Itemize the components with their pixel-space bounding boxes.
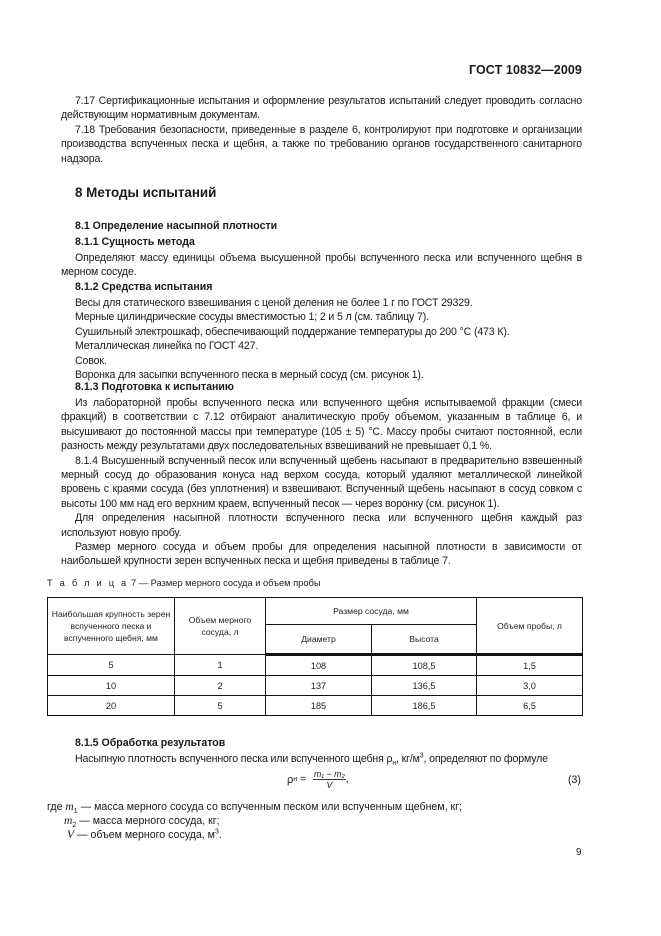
cell-vessel-volume: 5 [175,696,266,716]
cell-sample-volume: 6,5 [477,696,583,716]
paragraph-7-18: 7.18 Требования безопасности, приведенные в разделе 6, контролируют при подготовке и организации производства вспученных песка и щебня, а также по требованию органов государственного санитарного надзора. [61,123,582,165]
table-7 [47,597,583,716]
equipment-list [61,296,582,382]
document-code-header: ГОСТ 10832—2009 [468,63,582,77]
cell-grain-size: 20 [48,696,175,716]
header-height: Высота [372,625,477,655]
paragraph-8-1-1: Определяют массу единицы объема высушенной пробы вспученного песка или вспученного щебня в мерном сосуде. [61,252,582,279]
equipment-item: Металлическая линейка по ГОСТ 427. [75,340,259,353]
formula-lhs: ρ [287,773,294,786]
subsection-8-1-5-text [61,752,582,766]
cell-height: 108,5 [372,655,477,676]
cell-diameter: 137 [266,676,372,696]
subsection-8-1-title: 8.1 Определение насыпной плотности [75,220,278,232]
subsection-8-1-3-text [61,396,582,569]
cell-vessel-volume: 2 [175,676,266,696]
page-number: 9 [576,847,582,858]
equation-number: (3) [568,774,581,786]
table-7-caption [47,578,321,588]
formula-numerator: m₁ − m₂ [313,769,345,779]
header-diameter: Диаметр [266,625,372,655]
equipment-item: Мерные цилиндрические сосуды вместимостью 1; 2 и 5 л (см. таблицу 7). [75,311,429,324]
header-vessel-volume: Объем мерного сосуда, л [175,598,266,655]
paragraph-8-1-3: Из лабораторной пробы вспученного песка или вспученного щебня испытываемой фракции (смеси фракций) в соответствии с 7.12 отбирают аналитическую пробу объемом, указанным в таблице 6, и высушивают до постоянной массы при температуре (105 ± 5) °С. Массу пробы считают постоянной, если разность между результатами двух последовательных взвешиваний не превышает 0,1 %. [61,397,582,453]
subsection-8-1-2-title: 8.1.2 Средства испытания [75,281,213,293]
bulk-density-formula: ρ н = $\frac{\text{m₁ − m₂}}{V}$ , [287,769,349,790]
header-vessel-size: Размер сосуда, мм [266,598,477,625]
table-caption-prefix: Т а б л и ц а [47,578,129,588]
paragraph-8-1-4-table-ref: Размер мерного сосуда и объем пробы для определения насыпной плотности в зависимости от наибольшей крупности зерен вспученных песка и щебня приведены в таблице 7. [61,541,582,568]
cell-sample-volume: 1,5 [477,655,583,676]
cell-height: 186,5 [372,696,477,716]
equipment-item: Воронка для засыпки вспученного песка в мерный сосуд (см. рисунок 1). [75,369,424,382]
formula-fraction [313,769,346,790]
legend-m1: где $m_1$ — масса мерного сосуда со вспученным песком или вспученным щебнем, кг; [47,801,462,816]
equipment-item: Весы для статического взвешивания с ценой деления не более 1 г по ГОСТ 29329. [75,297,473,309]
cell-sample-volume: 3,0 [477,676,583,696]
cell-grain-size: 10 [48,676,175,696]
cell-height: 136,5 [372,676,477,696]
formula-denominator: V [326,780,333,790]
cell-vessel-volume: 1 [175,655,266,676]
equipment-item: Совок. [75,354,107,367]
table-row [48,676,583,696]
equipment-item: Сушильный электрошкаф, обеспечивающий поддержание температуры до 200 °С (473 К). [75,325,510,338]
legend-m2: $m_2$ — масса мерного сосуда, кг; [64,815,220,830]
subsection-8-1-3-title: 8.1.3 Подготовка к испытанию [75,381,234,393]
formula-equals: = [297,774,309,785]
paragraph-8-1-4-new-sample: Для определения насыпной плотности вспученного песка или вспученного щебня каждый раз используют новую пробу. [61,512,582,539]
paragraph-8-1-5: Насыпную плотность вспученного песка или вспученного щебня $\rho_н$, $кг/м^3$, определяют по формуле [75,752,548,768]
subsection-8-1-5-title: 8.1.5 Обработка результатов [75,737,226,749]
paragraph-8-1-4: 8.1.4 Высушенный вспученный песок или вспученный щебень насыпают в предварительно взвешенный мерный сосуд до образования конуса над верхом сосуда, который удаляют металлической линейкой вровень с краями сосуда (без уплотнения) и взвешивают. Вспученный щебень насыпают в сосуд совком с высоты 100 мм над его верхним краем, вспученный песок — через воронку (см. рисунок 1). [61,454,582,510]
table-row [48,655,583,676]
table-row [48,696,583,716]
cell-grain-size: 5 [48,655,175,676]
formula-legend [47,800,462,843]
legend-v: V — объем мерного сосуда, $м^3$. [67,828,222,842]
table-caption-title: 7 — Размер мерного сосуда и объем пробы [128,578,321,588]
formula-trailing-comma: , [345,774,349,785]
section-8-title: 8 Методы испытаний [75,185,217,200]
paragraph-7-17: 7.17 Сертификационные испытания и оформление результатов испытаний следует проводить согласно действующим нормативным документам. [61,95,582,122]
header-sample-volume: Объем пробы, л [477,598,583,655]
section-7-text [61,94,582,166]
cell-diameter: 185 [266,696,372,716]
subsection-8-1-1-title: 8.1.1 Сущность метода [75,236,195,248]
cell-diameter: 108 [266,655,372,676]
subsection-8-1-1-text [61,251,582,280]
header-max-grain-size: Наибольшая крупность зерен вспученного песка и вспученного щебня, мм [48,598,175,655]
